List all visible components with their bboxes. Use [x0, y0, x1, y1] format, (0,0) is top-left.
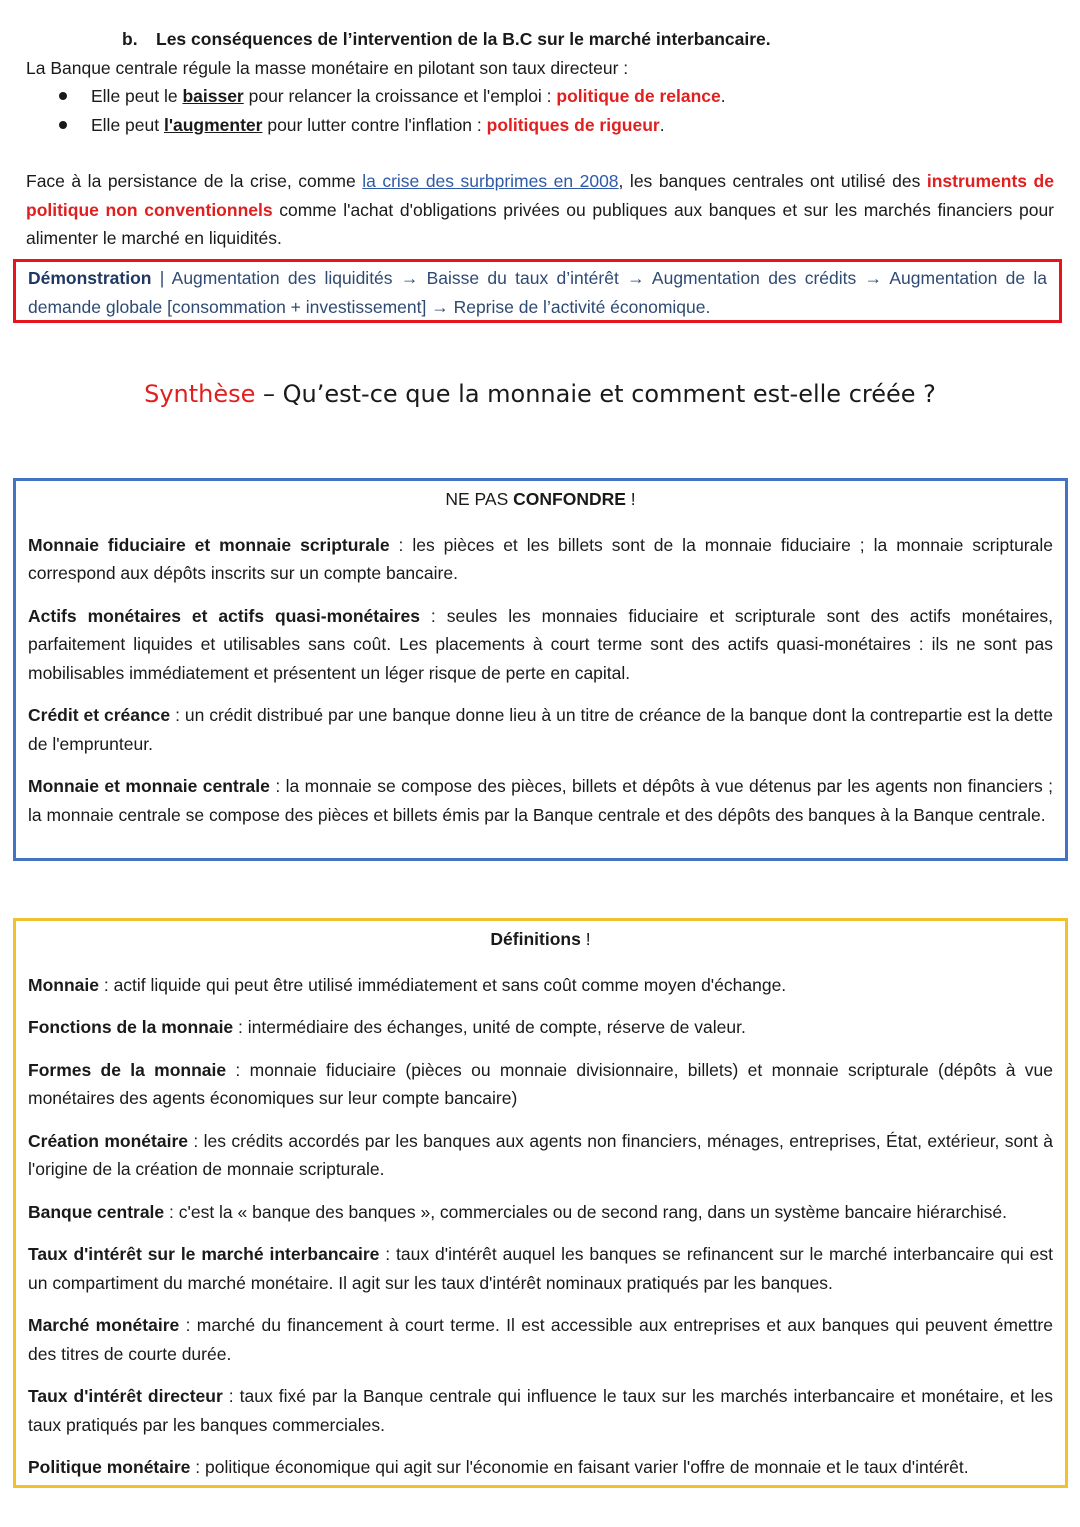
synthesis-heading: Synthèse – Qu’est-ce que la monnaie et comment est-elle créée ?: [144, 380, 936, 408]
confondre-item: Monnaie et monnaie centrale : la monnaie se compose des pièces, billets et dépôts à vue détenus par les agents non financiers ; la monnaie centrale se compose des pièces et billets émis par la Banque centrale et des dépôts des banques à la Banque centrale.: [28, 776, 1053, 825]
definition-item: Politique monétaire : politique économique qui agit sur l'économie en faisant varier l'offre de monnaie et le taux d'intérêt.: [28, 1457, 969, 1477]
definition-item: Création monétaire : les crédits accordés par les banques aux agents non financiers, ménages, entreprises, État, extérieur, sont à l'origine de la création de monnaie scripturale.: [28, 1130, 1054, 1179]
confondre-title: NE PAS CONFONDRE !: [445, 489, 636, 509]
confondre-item: Crédit et créance : un crédit distribué par une banque donne lieu à un titre de créance de la banque dont la contrepartie est la dette de l'emprunteur.: [28, 705, 1053, 754]
definition-item: Monnaie : actif liquide qui peut être utilisé immédiatement et sans coût comme moyen d'échange.: [28, 974, 787, 995]
list-item: Elle peut l'augmenter pour lutter contre l'inflation : politiques de rigueur.: [26, 111, 1054, 140]
definition-item: Marché monétaire : marché du financement à court terme. Il est accessible aux entreprises et aux banques qui peuvent émettre des titres de courte durée.: [28, 1315, 1053, 1364]
definition-item: Banque centrale : c'est la « banque des banques », commerciales ou de second rang, dans un système bancaire hiérarchisé.: [28, 1201, 1008, 1222]
keyword: baisser: [182, 86, 244, 106]
crisis-paragraph: Face à la persistance de la crise, comme la crise des surbprimes en 2008, les banques centrales ont utilisé des instruments de politique non conventionnels comme l'achat d'obligations privées ou publiques aux banques et sur les marchés financiers pour alimenter le marché en liquidités.: [26, 171, 1054, 248]
definition-item: Taux d'intérêt sur le marché interbancaire : taux d'intérêt auquel les banques se refinancent sur le marché interbancaire qui est un compartiment du marché monétaire. Il agit sur les taux d'intérêt nominaux pratiqués par les banques.: [28, 1244, 1053, 1293]
document-page: [26, 25, 1054, 253]
definition-item: Taux d'intérêt directeur : taux fixé par la Banque centrale qui influence le taux sur les marchés interbancaire et monétaire, et les taux pratiqués par les banques commerciales.: [28, 1386, 1053, 1435]
highlight: instruments de politique non conventionnels: [26, 171, 1054, 220]
highlight: politiques de rigueur: [486, 114, 660, 135]
demonstration-text: Augmentation des liquidités → Baisse du taux d’intérêt → Augmentation des crédits → Augmentation de la demande globale [consommation + investissement] → Reprise de l’activité économique.: [28, 268, 1048, 317]
confondre-item: Monnaie fiduciaire et monnaie scripturale : les pièces et les billets sont de la monnaie fiduciaire ; la monnaie scripturale correspond aux dépôts inscrits sur un compte bancaire.: [28, 534, 1053, 583]
section-title: [122, 25, 1054, 54]
section-letter: b.: [122, 29, 138, 49]
confondre-item: Actifs monétaires et actifs quasi-monétaires : seules les monnaies fiduciaire et scripturale sont des actifs monétaires, parfaitement liquides et utilisables sans coût. Les placements à court terme sont des actifs quasi-monétaires : ils ne sont pas mobilisables immédiatement et présentent un léger risque de perte en capital.: [28, 605, 1053, 683]
demonstration-label: Démonstration: [28, 268, 152, 288]
synthesis-word: Synthèse: [144, 380, 256, 408]
definitions-box: [13, 918, 1068, 1488]
policy-list: [26, 82, 1054, 139]
section-title-text: Les conséquences de l’intervention de la B.C sur le marché interbancaire.: [156, 29, 771, 49]
highlight: politique de relance: [556, 86, 721, 106]
list-item: Elle peut le baisser pour relancer la croissance et l'emploi : politique de relance.: [26, 82, 1054, 111]
intro-text: La Banque centrale régule la masse monétaire en pilotant son taux directeur :: [26, 57, 629, 78]
confondre-box: [13, 478, 1068, 861]
definitions-title: Définitions !: [490, 929, 591, 949]
definition-item: Formes de la monnaie : monnaie fiduciaire (pièces ou monnaie divisionnaire, billets) et monnaie scripturale (dépôts à vue monétaires des agents économiques sur leur compte bancaire): [28, 1059, 1053, 1108]
keyword: l'augmenter: [163, 114, 263, 135]
demonstration-box: Démonstration | Augmentation des liquidités → Baisse du taux d’intérêt → Augmentation des crédits → Augmentation de la demande globale [consommation + investissement] → Reprise de l’activité économique.: [13, 259, 1062, 323]
definition-item: Fonctions de la monnaie : intermédiaire des échanges, unité de compte, réserve de valeur.: [28, 1017, 746, 1037]
crisis-link[interactable]: la crise des surbprimes en 2008: [362, 171, 619, 191]
